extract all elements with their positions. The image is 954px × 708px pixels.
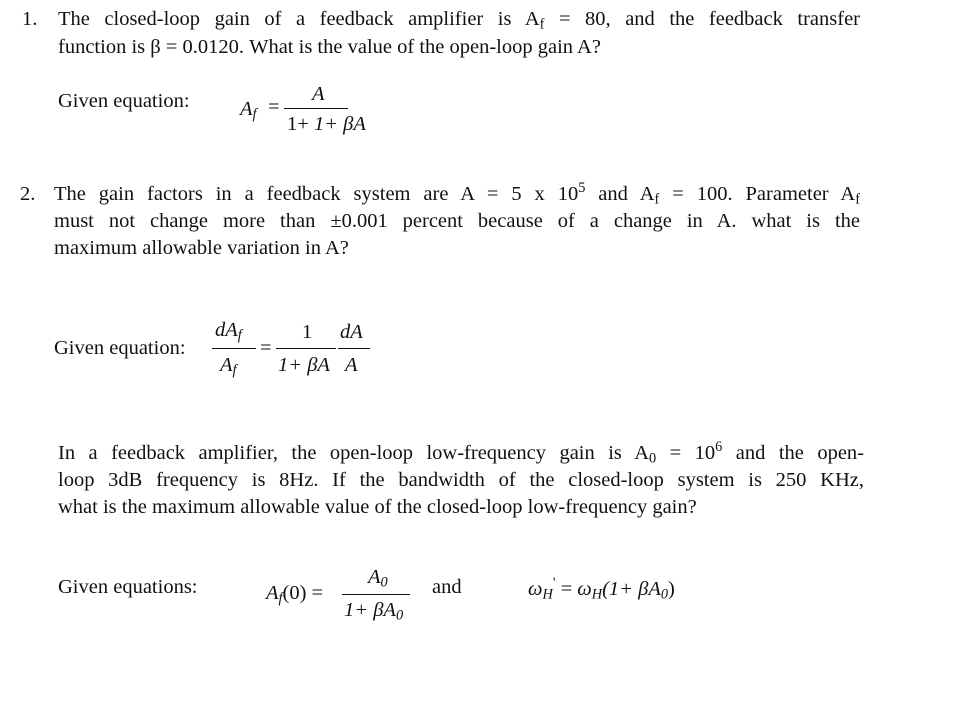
q2-frac3-numerator: dA <box>340 321 363 343</box>
q2-frac2-numerator: 1 <box>302 321 313 343</box>
q3-eq1-bar <box>342 594 410 595</box>
q2-eq-equals: = <box>260 337 272 359</box>
q3-given-label: Given equations: <box>58 576 198 598</box>
q1-eq-equals: = <box>268 96 280 118</box>
q3-line-1: In a feedback amplifier, the open-loop low-frequency gain is $A_0 = 10^6$ and the open- <box>58 439 864 467</box>
q1-number: 1. <box>22 8 38 30</box>
q2-frac1-numerator: $dA_f$ <box>215 319 242 344</box>
q2-given-label: Given equation: <box>54 337 186 359</box>
q2-frac1-bar <box>212 348 256 349</box>
q1-eq-lhs: $A_f$ <box>240 98 257 123</box>
q3-eq1-lhs: $A_f(0)$ = <box>266 582 324 607</box>
q2-line-3: maximum allowable variation in A? <box>54 237 349 259</box>
q2-frac3-denominator: A <box>345 354 358 376</box>
q2-frac2-denominator: 1+ βA <box>278 354 330 376</box>
q3-eq1-denominator: $1+ \beta A_0$ <box>344 599 404 624</box>
q1-line-2: function is β = 0.0120. What is the value of the open-loop gain A? <box>58 36 601 58</box>
q2-number: 2. <box>20 183 36 205</box>
q1-fraction-bar <box>284 108 348 109</box>
q1-line-1: The closed-loop gain of a feedback amplifier is $A_f = 80$, and the feedback transfer <box>58 8 861 33</box>
q2-frac3-bar <box>338 348 370 349</box>
q3-and-word: and <box>432 576 462 598</box>
q2-frac2-bar <box>276 348 336 349</box>
q1-eq-denominator: 1+ 1+ βA <box>287 113 366 135</box>
q3-eq2: $\omega_H' = \omega_H(1+ \beta A_0)$ <box>528 575 675 603</box>
q3-eq1-numerator: $A_0$ <box>368 566 388 591</box>
q2-frac1-denominator: $A_f$ <box>220 354 237 379</box>
q2-line-2: must not change more than ±0.001 percent because of a change in A. what is the <box>54 210 860 232</box>
q2-line-1: The gain factors in a feedback system are A = 5 x $10^5$ and $A_f = 100$. Parameter $A_f$ <box>54 180 861 208</box>
q3-line-3: what is the maximum allowable value of the closed-loop low-frequency gain? <box>58 496 697 518</box>
q1-given-label: Given equation: <box>58 90 190 112</box>
q3-line-2: loop 3dB frequency is 8Hz. If the bandwidth of the closed-loop system is 250 KHz, <box>58 469 864 491</box>
q1-eq-numerator: A <box>312 83 325 105</box>
